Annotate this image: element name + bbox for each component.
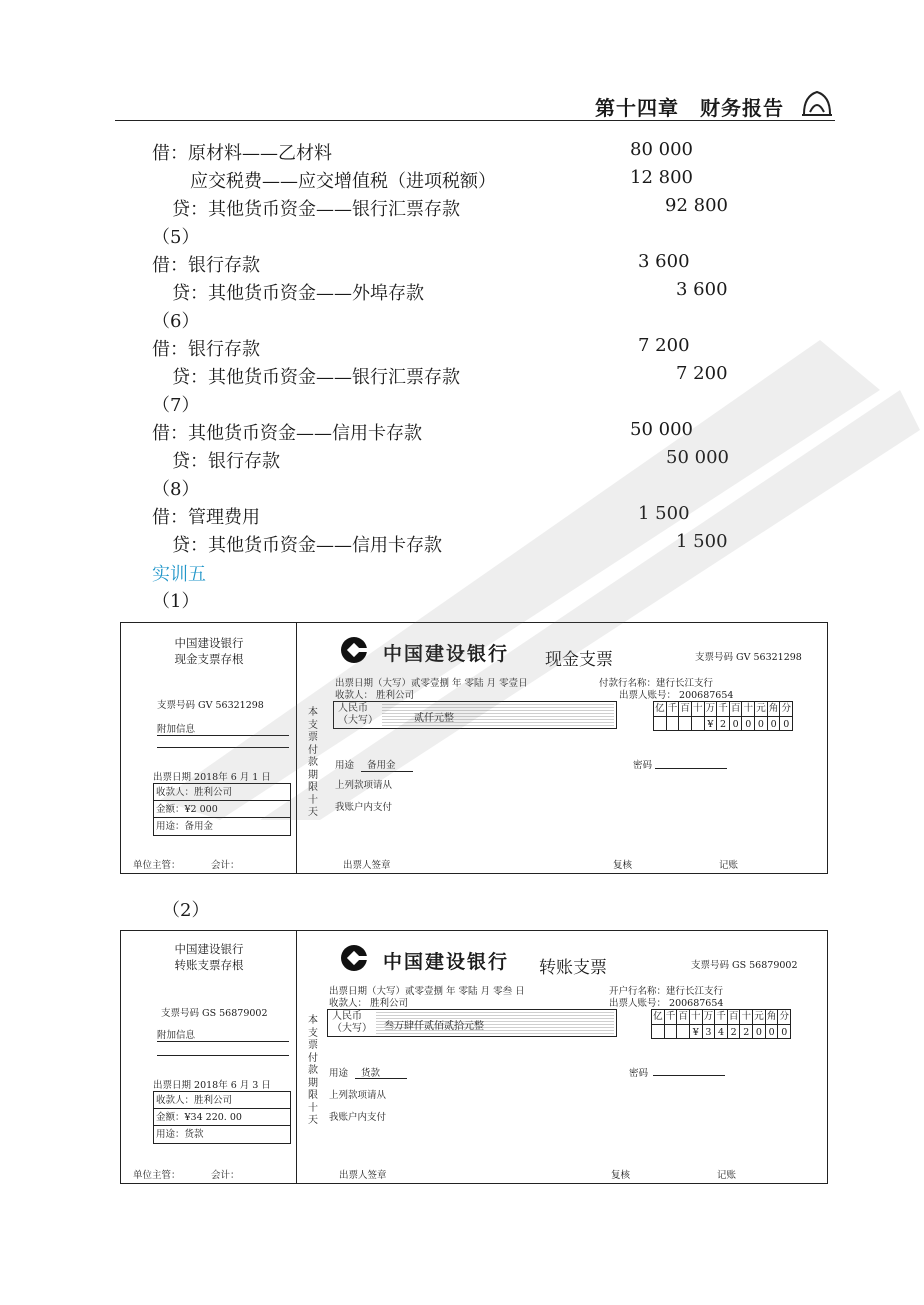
entry-text: 贷：其他货币资金——信用卡存款 xyxy=(172,535,442,556)
payment-notice: 上列款项请从 xyxy=(329,1090,387,1101)
use-value: 货款 xyxy=(361,1068,381,1079)
stub-extra-info: 附加信息 xyxy=(157,1030,196,1041)
entry-text: 借：银行存款 xyxy=(152,255,260,276)
entry-text: 借：银行存款 xyxy=(152,339,260,360)
stub-number: 支票号码 GS 56879002 xyxy=(161,1008,268,1019)
account-number: 出票人账号： 200687654 xyxy=(609,998,724,1009)
bank-name: 中国建设银行 xyxy=(383,951,510,973)
cheque-kind: 现金支票 xyxy=(545,650,613,670)
stub-date: 出票日期 2018年 6 月 3 日 xyxy=(153,1080,271,1091)
account-number: 出票人账号： 200687654 xyxy=(619,690,734,701)
cheque-stub xyxy=(121,623,297,873)
record-label: 记账 xyxy=(717,1170,737,1181)
page-header-title: 第十四章 财务报告 xyxy=(595,96,784,120)
entry-text: 贷：其他货币资金——银行汇票存款 xyxy=(172,199,460,220)
amount-digits-grid: 亿 千 百 十 万 ¥ 千 2 百 0 十 0 元 0 角 0 分 0 xyxy=(653,701,793,731)
stub-use: 用途：备用金 xyxy=(156,821,214,832)
password-underline xyxy=(655,768,727,769)
stub-use: 用途：货款 xyxy=(156,1129,204,1140)
amount-digits-grid: 亿 千 百 十 ¥ 万 3 千 4 百 2 十 2 元 0 角 0 分 0 xyxy=(651,1009,791,1039)
stub-supervisor: 单位主管： xyxy=(133,860,181,871)
amount-words: 贰仟元整 xyxy=(414,713,454,724)
payment-notice: 上列款项请从 xyxy=(335,780,393,791)
cheque-kind: 转账支票 xyxy=(539,958,607,978)
password-label: 密码 xyxy=(629,1068,649,1079)
entry-amount: 3 600 xyxy=(638,251,690,272)
entry-number: （7） xyxy=(152,395,200,416)
issue-date: 出票日期（大写）贰零壹捌 年 零陆 月 零壹日 xyxy=(335,678,528,689)
stub-rule xyxy=(157,1055,289,1056)
entry-amount: 1 500 xyxy=(676,531,728,552)
entry-amount: 3 600 xyxy=(676,279,728,300)
stub-accountant: 会计： xyxy=(211,860,240,871)
entry-text: 贷：其他货币资金——银行汇票存款 xyxy=(172,367,460,388)
use-value: 备用金 xyxy=(367,760,396,771)
stub-rule xyxy=(157,747,289,748)
entry-amount: 7 200 xyxy=(676,363,728,384)
payee: 收款人： 胜利公司 xyxy=(329,998,409,1009)
header-rule xyxy=(115,120,835,121)
drawer-signature: 出票人签章 xyxy=(343,860,391,871)
use-label: 用途 xyxy=(335,760,355,771)
stub-supervisor: 单位主管： xyxy=(133,1170,181,1181)
use-label: 用途 xyxy=(329,1068,349,1079)
bank-name: 中国建设银行 xyxy=(383,643,510,665)
amount-words-box xyxy=(327,1009,617,1037)
stub-type: 现金支票存根 xyxy=(174,652,244,666)
validity-vertical-text: 本支票付款期限十天 xyxy=(308,707,318,818)
entry-amount: 7 200 xyxy=(638,335,690,356)
stub-number: 支票号码 GV 56321298 xyxy=(157,700,264,711)
entry-text: 应交税费——应交增值税（进项税额） xyxy=(190,171,496,192)
stub-detail-box xyxy=(153,783,291,836)
stub-detail-box xyxy=(153,1091,291,1144)
stub-extra-info: 附加信息 xyxy=(157,724,196,735)
validity-vertical-text: 本支票付款期限十天 xyxy=(308,1015,318,1126)
entry-text: 贷：银行存款 xyxy=(172,451,280,472)
sub-number: （1） xyxy=(152,591,200,612)
ccb-logo-icon xyxy=(339,943,369,973)
entry-text: 借：管理费用 xyxy=(152,507,260,528)
publisher-logo-icon xyxy=(800,88,834,118)
stub-date: 出票日期 2018年 6 月 1 日 xyxy=(153,772,271,783)
drawer-signature: 出票人签章 xyxy=(339,1170,387,1181)
cheque-stub xyxy=(121,931,297,1183)
rmb-label: 人民币 （大写） xyxy=(332,1011,372,1034)
transfer-cheque xyxy=(120,930,828,1184)
entry-text: 借：原材料——乙材料 xyxy=(152,143,332,164)
use-underline xyxy=(355,1078,407,1079)
stub-payee: 收款人：胜利公司 xyxy=(154,1092,290,1109)
amount-words: 叁万肆仟贰佰贰拾元整 xyxy=(384,1021,484,1032)
entry-number: （5） xyxy=(152,227,200,248)
section-title: 实训五 xyxy=(152,564,206,585)
entry-amount: 50 000 xyxy=(630,419,693,440)
entry-number: （6） xyxy=(152,311,200,332)
password-label: 密码 xyxy=(633,760,653,771)
cash-cheque xyxy=(120,622,828,874)
review-label: 复核 xyxy=(613,860,633,871)
payment-notice: 我账户内支付 xyxy=(329,1112,387,1123)
stub-payee: 收款人：胜利公司 xyxy=(154,784,290,801)
record-label: 记账 xyxy=(719,860,739,871)
use-underline xyxy=(361,771,413,772)
rmb-label: 人民币 （大写） xyxy=(338,703,378,726)
sub-number: （2） xyxy=(162,900,210,921)
stub-accountant: 会计： xyxy=(211,1170,240,1181)
payer-bank: 开户行名称：建行长江支行 xyxy=(609,986,724,997)
stub-rule xyxy=(157,735,289,736)
stub-amount: 金额：¥2 000 xyxy=(154,801,290,818)
payer-bank: 付款行名称：建行长江支行 xyxy=(599,678,714,689)
entry-amount: 50 000 xyxy=(666,447,729,468)
entry-amount: 92 800 xyxy=(665,195,728,216)
stub-amount: 金额：¥34 220. 00 xyxy=(154,1109,290,1126)
ccb-logo-icon xyxy=(339,635,369,665)
stub-rule xyxy=(157,1041,289,1042)
stub-bank: 中国建设银行 xyxy=(174,942,244,956)
entry-amount: 12 800 xyxy=(630,167,693,188)
payment-notice: 我账户内支付 xyxy=(335,802,393,813)
amount-words-box xyxy=(333,701,617,729)
entry-amount: 1 500 xyxy=(638,503,690,524)
entry-text: 借：其他货币资金——信用卡存款 xyxy=(152,423,422,444)
review-label: 复核 xyxy=(611,1170,631,1181)
entry-number: （8） xyxy=(152,479,200,500)
entry-amount: 80 000 xyxy=(630,139,693,160)
cheque-number: 支票号码 GS 56879002 xyxy=(691,960,798,971)
cheque-number: 支票号码 GV 56321298 xyxy=(695,652,802,663)
password-underline xyxy=(653,1075,725,1076)
issue-date: 出票日期（大写）贰零壹捌 年 零陆 月 零叁 日 xyxy=(329,986,525,997)
entry-text: 贷：其他货币资金——外埠存款 xyxy=(172,283,424,304)
stub-bank: 中国建设银行 xyxy=(174,636,244,650)
payee: 收款人： 胜利公司 xyxy=(335,690,415,701)
stub-type: 转账支票存根 xyxy=(174,958,244,972)
